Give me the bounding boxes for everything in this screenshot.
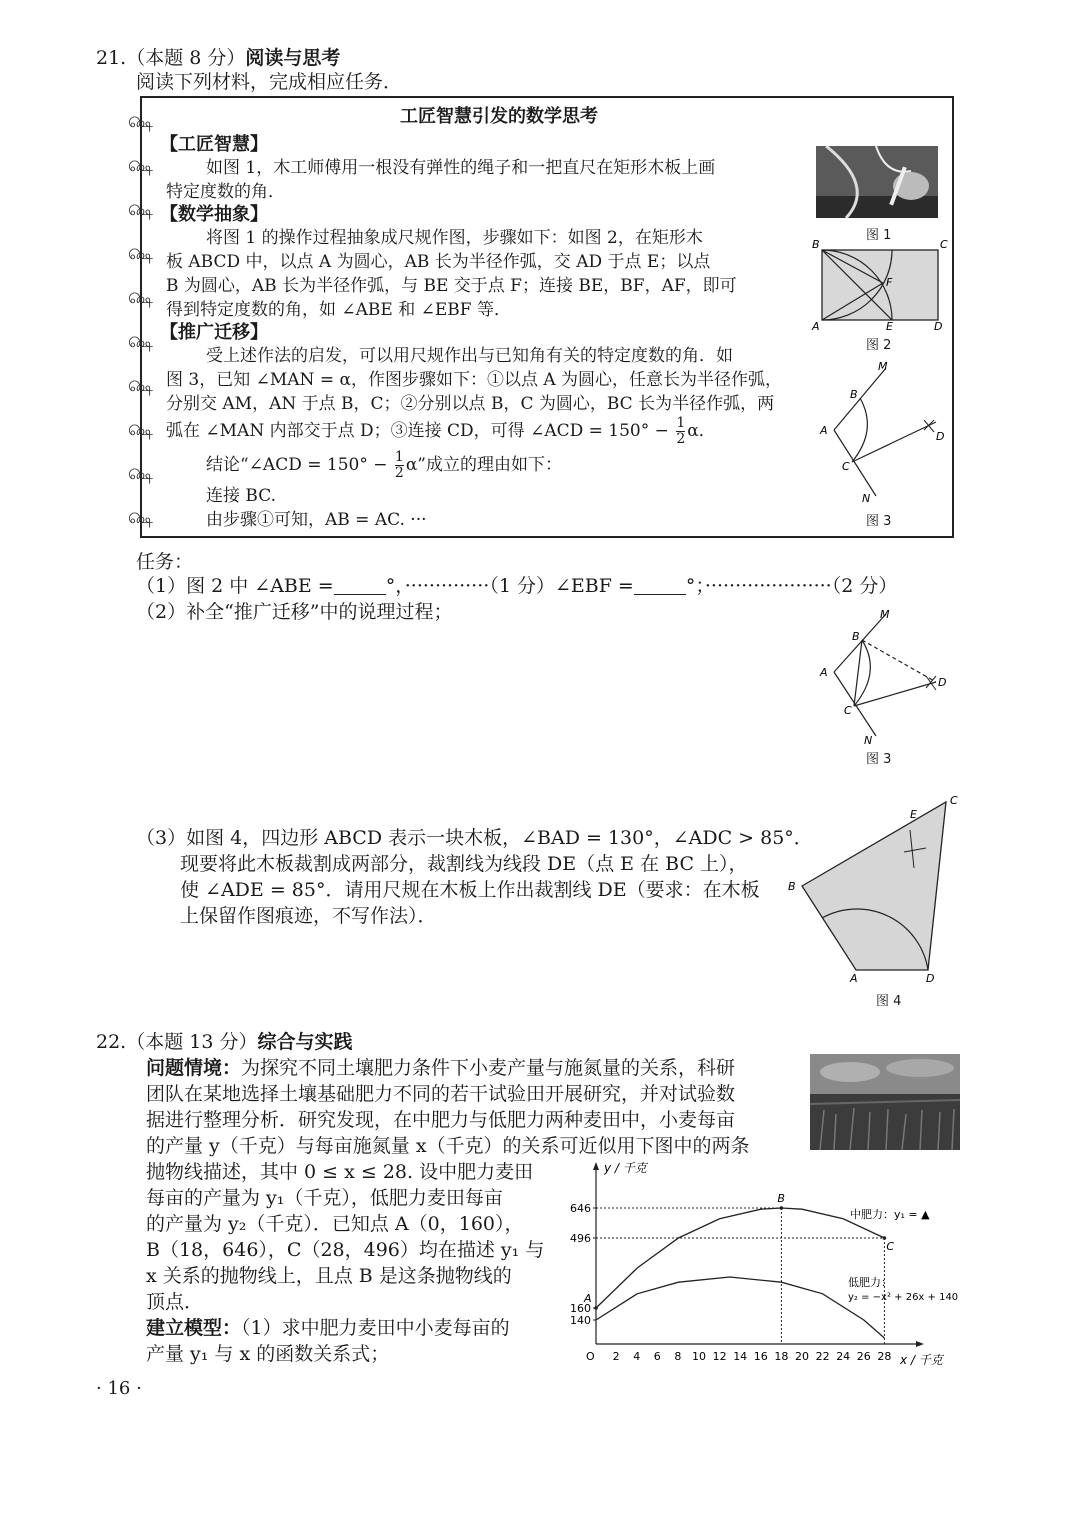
craft-text-line: 如图 1，木工师傅用一根没有弹性的绳子和一把直尺在矩形木板上画 [206,158,716,178]
figure-1-caption: 图 1 [866,228,892,243]
task-1-text: ∠EBF = [554,575,634,597]
q21-instruction: 阅读下列材料，完成相应任务． [136,71,403,93]
q22-line: B（18，646），C（28，496）均在描述 y₁ 与 [146,1239,545,1261]
points-label: （1 分） [489,575,555,597]
fraction-numerator: 1 [394,449,404,465]
answer-blank-ebf[interactable] [634,576,686,595]
label-C: C [844,704,852,717]
binding-ring-icon: ௸ [128,508,153,527]
label-N: N [862,492,871,505]
task-1-text: （1）图 2 中 ∠ABE = [136,575,334,597]
fraction-one-half [395,450,404,481]
label-C: C [940,238,948,251]
x-tick-label: 24 [836,1350,851,1363]
reason-line: 连接 BC. [206,486,277,506]
q22-line: 的产量 y（千克）与每亩施氮量 x（千克）的关系可近似用下图中的两条 [146,1135,750,1157]
abstract-text-line: 板 ABCD 中，以点 A 为圆心，AB 长为半径作弧，交 AD 于点 E；以点 [166,252,711,272]
figure-3-repeat-caption: 图 3 [866,752,892,767]
page-number: · 16 · [96,1378,142,1399]
q22-header [96,1030,353,1055]
figure-3-diagram [812,360,952,508]
label-B: B [812,238,820,251]
series-line-low-fertility [596,1277,884,1338]
q22-score-tag: （本题 13 分） [126,1031,258,1053]
point-label-B: B [777,1192,785,1205]
task-1 [136,574,897,599]
q21-header [96,46,340,71]
figure-1-photo [816,146,938,218]
fraction-numerator: 1 [676,415,686,431]
label-E: E [910,808,917,821]
label-A: A [820,666,828,679]
x-tick-label: 22 [815,1350,830,1363]
binding-ring-icon: ௸ [128,420,153,439]
wheat-field-image [810,1054,960,1150]
label-D: D [934,320,943,332]
q21-topic: 阅读与思考 [245,47,341,69]
y-tick-label: 496 [570,1232,591,1245]
x-tick-label: O [586,1350,595,1363]
formula-text: α． [687,421,716,441]
task-3-line: （3）如图 4，四边形 ABCD 表示一块木板，∠BAD = 130°，∠ADC > 85°． [136,827,813,849]
task-1-text: °； [685,575,705,597]
abstract-text-line: 得到特定度数的角，如 ∠ABE 和 ∠EBF 等． [166,300,511,320]
series-label-low: 低肥力： [848,1276,892,1289]
label-A: A [850,972,858,985]
x-tick-label: 2 [612,1350,620,1363]
q22-line: 团队在某地选择土壤基础肥力不同的若干试验田开展研究，并对试验数 [146,1083,736,1105]
leader-dots: ·············· [404,575,490,597]
q22-topic: 综合与实践 [257,1031,353,1053]
x-axis-arrow [916,1341,924,1347]
binding-ring-icon: ௸ [128,200,153,219]
abstract-text-line: B 为圆心，AB 长为半径作弧，与 BE 交于点 F；连接 BE，BF，AF，即可 [166,276,737,296]
leader-dots: ····················· [704,575,832,597]
y-tick-label: 160 [570,1302,591,1315]
context-label: 问题情境： [146,1057,242,1079]
extend-text-line: 图 3，已知 ∠MAN = α，作图步骤如下：①以点 A 为圆心，任意长为半径作弧， [166,370,783,390]
binding-ring-icon: ௸ [128,288,153,307]
q22-text: （1）求中肥力麦田中小麦每亩的 [241,1317,510,1339]
extend-text-line [166,416,716,447]
figure-2-caption: 图 2 [866,338,892,353]
q22-line: 顶点． [146,1291,204,1313]
x-tick-label: 16 [753,1350,768,1363]
formula-text: 弧在 ∠MAN 内部交于点 D；③连接 CD，可得 ∠ACD = 150° − [166,421,669,441]
material-title: 工匠智慧引发的数学思考 [400,106,598,127]
label-D: D [926,972,935,985]
x-tick-label: 6 [653,1350,661,1363]
point-label-C: C [886,1240,895,1253]
tasks-label: 任务： [136,551,194,573]
x-tick-label: 12 [712,1350,727,1363]
task-3-line: 现要将此木板裁割成两部分，裁割线为线段 DE（点 E 在 BC 上）， [180,853,748,875]
x-tick-label: 10 [692,1350,706,1363]
binding-ring-icon: ௸ [128,156,153,175]
task-1-text: °， [385,575,405,597]
q22-line: 的产量为 y₂（千克）．已知点 A（0，160）， [146,1213,524,1235]
points-label: （2 分） [831,575,898,597]
q22-line: x 关系的抛物线上，且点 B 是这条抛物线的 [146,1265,512,1287]
x-tick-label: 26 [856,1350,871,1363]
q22-line: 抛物线描述，其中 0 ≤ x ≤ 28. 设中肥力麦田 [146,1161,534,1183]
binding-ring-icon: ௸ [128,376,153,395]
figure-4-diagram [780,790,970,986]
x-tick-label: 28 [877,1350,892,1363]
label-M: M [880,608,890,621]
label-D: D [938,676,947,689]
figure-3-caption: 图 3 [866,514,892,529]
fraction-one-half [676,416,685,447]
q22-line: 每亩的产量为 y₁（千克），低肥力麦田每亩 [146,1187,503,1209]
x-axis-label: x / 千克 [900,1353,943,1367]
task-3-line: 上保留作图痕迹，不写作法）． [180,905,437,927]
figure-4-caption: 图 4 [876,994,902,1009]
reason-line: 由步骤①可知，AB = AC. ··· [206,510,427,530]
yield-chart [560,1160,960,1370]
y-axis-arrow [593,1162,599,1170]
y-axis-label: y / 千克 [604,1161,647,1175]
q22-line: 产量 y₁ 与 x 的函数关系式； [146,1343,390,1365]
q22-line [146,1316,510,1341]
label-B: B [850,388,858,401]
extend-text-line: 受上述作法的启发，可以用尺规作出与已知角有关的特定度数的角．如 [206,346,733,366]
q21-number: 21. [96,47,127,69]
task-2: （2）补全“推广迁移”中的说理过程； [136,601,453,623]
task-3-line: 使 ∠ADE = 85°．请用尺规在木板上作出裁割线 DE（要求：在木板 [180,879,760,901]
label-B: B [788,880,796,893]
x-tick-label: 20 [795,1350,809,1363]
section-title-craft: 【工匠智慧】 [160,134,268,155]
x-tick-label: 14 [733,1350,748,1363]
label-D: D [936,430,945,443]
craftsman-photo-image [816,146,938,218]
fraction-denominator: 2 [676,431,686,447]
x-tick-label: 4 [633,1350,641,1363]
series-label-low-formula: y₂ = −x² + 26x + 140 [848,1292,959,1303]
label-E: E [886,320,893,332]
y-tick-label: 646 [570,1202,591,1215]
label-M: M [878,360,888,373]
label-C: C [950,794,958,807]
label-N: N [864,734,873,747]
binding-ring-icon: ௸ [128,332,153,351]
x-tick-label: 8 [674,1350,682,1363]
q22-number: 22. [96,1031,127,1053]
formula-text: 结论“∠ACD = 150° − [206,455,388,475]
binding-ring-icon: ௸ [128,244,153,263]
model-label: 建立模型： [146,1317,242,1339]
label-F: F [886,276,893,289]
fraction-denominator: 2 [394,465,404,481]
q22-text: 为探究不同土壤肥力条件下小麦产量与施氮量的关系，科研 [241,1057,736,1079]
formula-text: α”成立的理由如下： [405,455,562,475]
answer-blank-abe[interactable] [334,576,386,595]
figure-2-diagram [808,236,954,332]
q22-line [146,1056,735,1081]
conclusion-line [206,450,562,481]
label-A: A [820,424,828,437]
extend-text-line: 分别交 AM，AN 于点 B，C；②分别以点 B，C 为圆心，BC 长为半径作弧，两 [166,394,775,414]
q21-score-tag: （本题 8 分） [126,47,246,69]
label-A: A [812,320,820,332]
section-title-extend: 【推广迁移】 [160,322,268,343]
label-C: C [842,460,850,473]
wheat-field-photo [810,1054,960,1150]
section-title-abstract: 【数学抽象】 [160,204,268,225]
q22-line: 据进行整理分析．研究发现，在中肥力与低肥力两种麦田中，小麦每亩 [146,1109,736,1131]
craft-text-line: 特定度数的角． [166,182,285,202]
y-tick-label: 140 [570,1314,591,1327]
x-tick-label: 18 [774,1350,789,1363]
point-B [780,1206,784,1210]
point-A [594,1306,598,1310]
binding-ring-icon: ௸ [128,464,153,483]
series-label-medium: 中肥力：y₁ = ▲ [850,1208,930,1221]
binding-ring-icon: ௸ [128,112,153,131]
point-label-A: A [584,1292,592,1305]
label-B: B [852,630,860,643]
abstract-text-line: 将图 1 的操作过程抽象成尺规作图，步骤如下：如图 2，在矩形木 [206,228,703,248]
figure-3-repeat-diagram [812,606,952,748]
